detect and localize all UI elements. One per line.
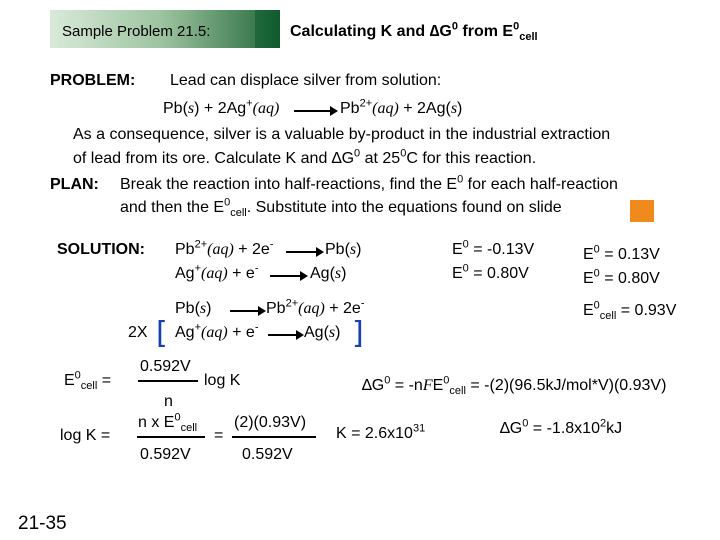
half-reaction-2-left: Ag+(aq) + e- bbox=[175, 262, 259, 282]
fraction-line-1 bbox=[138, 380, 198, 382]
right-bracket: ] bbox=[352, 316, 364, 351]
log-k-text: log K bbox=[204, 372, 241, 389]
slide-link-marker[interactable] bbox=[630, 200, 654, 222]
fraction-line-2 bbox=[137, 436, 205, 438]
e0cell-lhs: $E^0_{cell}$ = bbox=[64, 369, 112, 393]
left-bracket: [ bbox=[156, 316, 168, 351]
problem-line-1: As a consequence, silver is a valuable by-product in the industrial extraction bbox=[73, 126, 611, 143]
oxidation-arrow bbox=[230, 310, 264, 312]
reduction-arrow bbox=[268, 334, 302, 336]
e0-value-2: $E^0 = 0.80V$ bbox=[452, 262, 529, 282]
sample-problem-label: Sample Problem 21.5: bbox=[62, 23, 211, 40]
delta-g-equation: $\Delta G^0 = -nFE^0_{cell} = -(2)(96.5kJ/mol*V)(0.93V)$ bbox=[362, 374, 667, 398]
oxidation-left: Pb(s) bbox=[175, 300, 212, 317]
denominator-0592-a: 0.592V bbox=[140, 446, 191, 463]
slide-number: 21-35 bbox=[18, 513, 67, 534]
fraction-line-3 bbox=[232, 436, 316, 438]
equals-sign: = bbox=[214, 427, 224, 444]
problem-equation-left: Pb(s) + 2Ag+(aq) bbox=[163, 97, 280, 117]
log-k-lhs: log K = bbox=[60, 427, 111, 444]
reduction-right: Ag(s) bbox=[304, 324, 341, 341]
numerator-0592: 0.592V bbox=[140, 358, 191, 375]
half-reaction-1-arrow bbox=[286, 251, 322, 253]
reduction-left: Ag+(aq) + e- bbox=[175, 321, 259, 341]
half-reaction-2-right: Ag(s) bbox=[310, 265, 347, 282]
problem-line-2: of lead from its ore. Calculate K and $\Delta G^0$ at $25^0C$ for this reaction. bbox=[73, 147, 537, 167]
denominator-n: n bbox=[164, 393, 173, 410]
numerator-nxe: n x $E^0_{cell}$ bbox=[138, 411, 198, 435]
problem-label: PROBLEM: bbox=[50, 72, 136, 89]
problem-text: Lead can displace silver from solution: bbox=[170, 72, 442, 89]
multiplier-label: 2X bbox=[128, 324, 148, 341]
e0-value-4: $E^0 = 0.80V$ bbox=[583, 267, 660, 287]
denominator-0592-b: 0.592V bbox=[242, 446, 293, 463]
e0-cell-value: $E^0_{cell} = 0.93V$ bbox=[583, 299, 677, 323]
e0-value-1: $E^0 = -0.13V$ bbox=[452, 238, 535, 258]
solution-label: SOLUTION: bbox=[57, 241, 145, 258]
half-reaction-1-left: $Pb^{2+}(aq) + 2e^-$ bbox=[175, 238, 274, 258]
k-result: $K = 2.6x10^{31}$ bbox=[336, 422, 426, 442]
half-reaction-1-right: Pb(s) bbox=[325, 241, 362, 258]
page-title: Calculating K and $\Delta G^0$ from $E^0_{cell}$ bbox=[290, 20, 538, 44]
delta-g-result: $\Delta G^0 = -1.8x10^2kJ$ bbox=[500, 417, 623, 437]
problem-equation-right: $Pb^{2+}(aq) + 2Ag(s)$ bbox=[340, 97, 463, 117]
plan-line-1: Break the reaction into half-reactions, find the $E^0$ for each half-reaction bbox=[120, 173, 618, 193]
plan-line-2: and then the $E^0_{cell}$. Substitute into the equations found on slide bbox=[120, 196, 562, 220]
numerator-calc: (2)(0.93V) bbox=[234, 414, 307, 431]
oxidation-right: $Pb^{2+}(aq) + 2e^-$ bbox=[266, 297, 365, 317]
plan-label: PLAN: bbox=[50, 176, 99, 193]
e0-value-3: $E^0 = 0.13V$ bbox=[583, 243, 660, 263]
reaction-arrow bbox=[294, 110, 336, 112]
half-reaction-2-arrow bbox=[270, 275, 306, 277]
